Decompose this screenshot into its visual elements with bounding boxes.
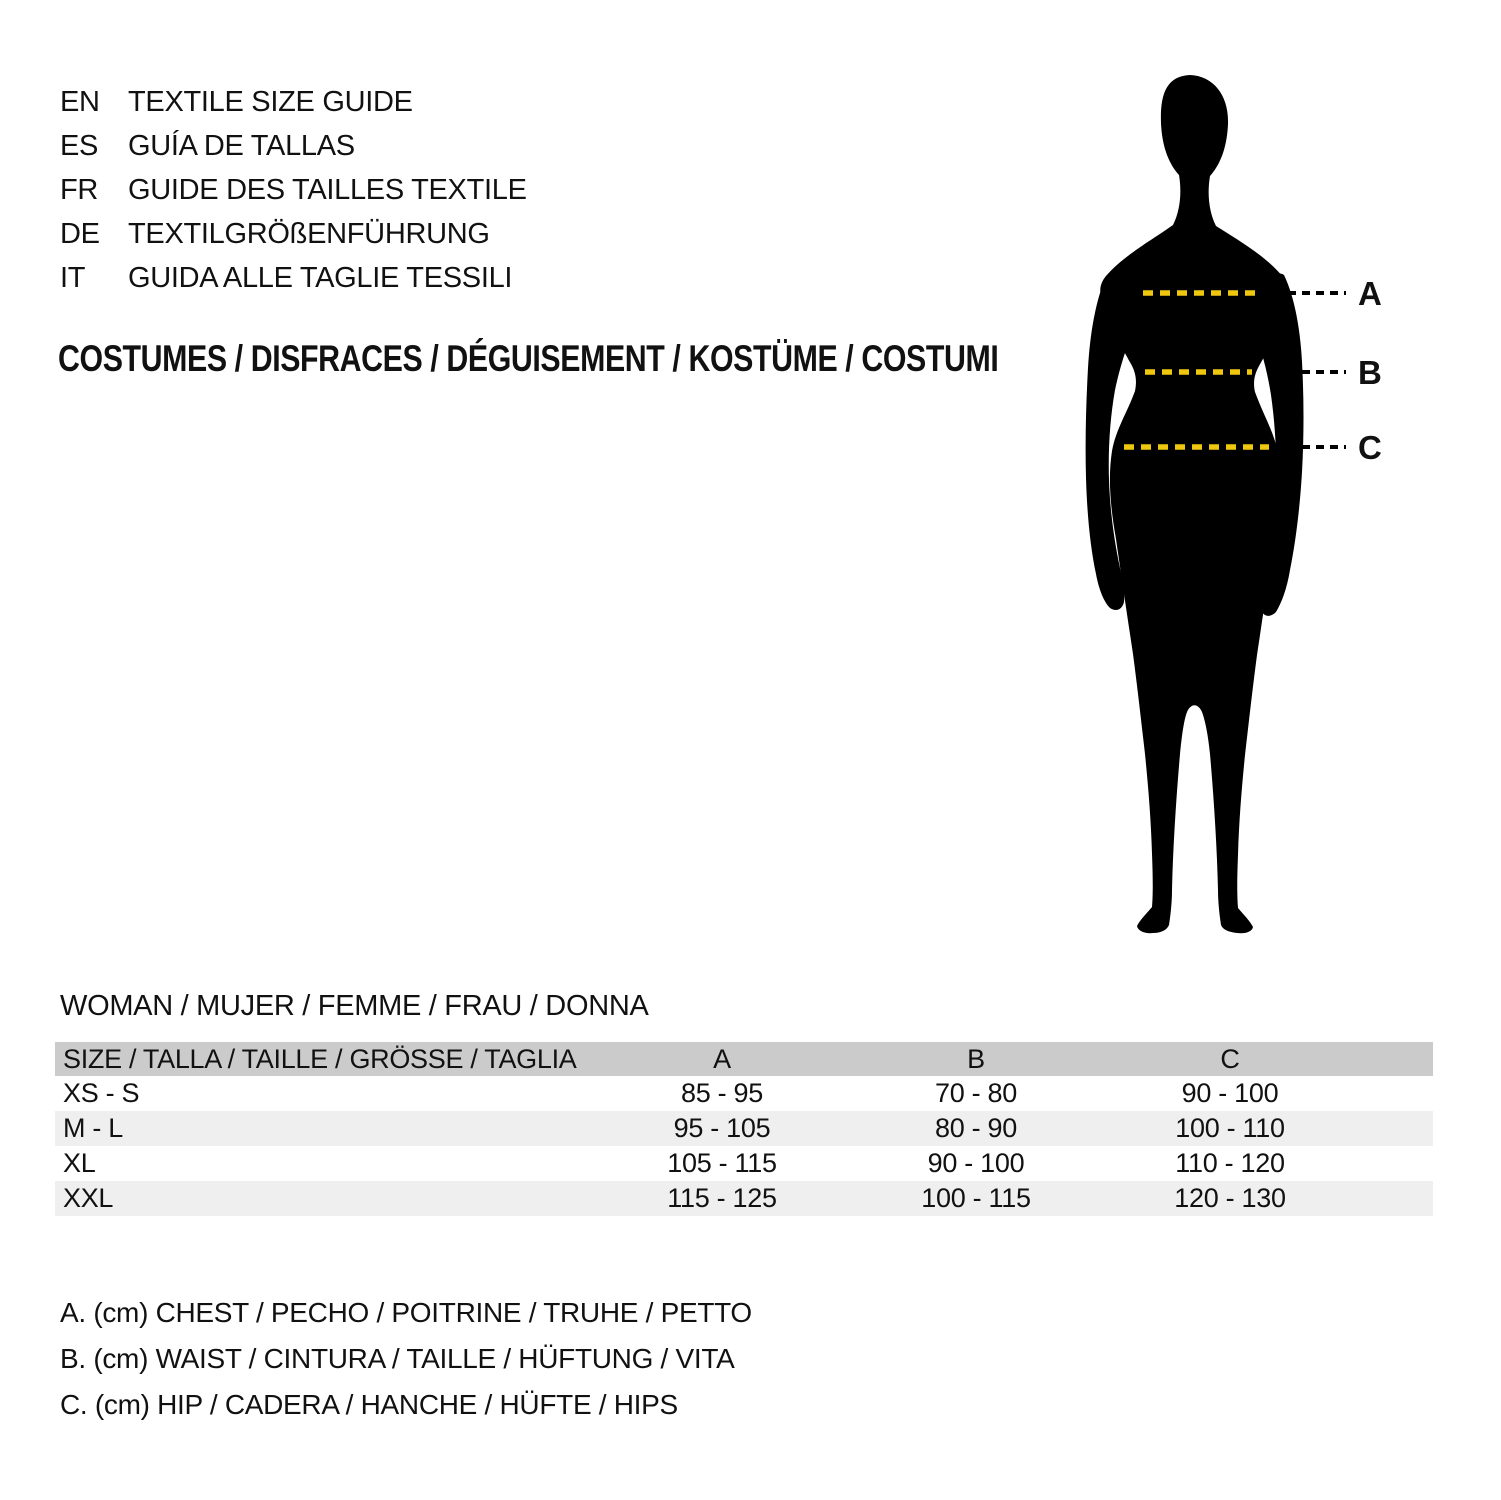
size-table-header: [55, 1042, 1433, 1076]
waist-range-cell: 90 - 100: [927, 1148, 1025, 1178]
woman-silhouette-figure: [1040, 70, 1420, 950]
size-cell: M - L: [63, 1113, 124, 1143]
silhouette-body: [1100, 75, 1289, 933]
waist-range-cell: 70 - 80: [935, 1078, 1017, 1108]
table-row-m-l: [55, 1111, 1433, 1146]
language-title: GUÍA DE TALLAS: [128, 129, 355, 162]
waist-range-cell: 80 - 90: [935, 1113, 1017, 1143]
measurement-legend: [60, 1290, 752, 1428]
hip-range-cell: 90 - 100: [1181, 1078, 1279, 1108]
marker-label-b: B: [1358, 354, 1382, 391]
table-row-xs-s: [55, 1076, 1433, 1111]
language-code: ES: [60, 129, 99, 162]
language-row-fr: [60, 168, 527, 212]
chest-range-cell: 115 - 125: [667, 1183, 777, 1213]
language-title-list: [60, 80, 527, 300]
hip-range-cell: 120 - 130: [1174, 1183, 1286, 1213]
hip-range-cell: 110 - 120: [1175, 1148, 1285, 1178]
language-row-es: [60, 124, 527, 168]
chest-range-cell: 105 - 115: [667, 1148, 777, 1178]
legend-hip: C. (cm) HIP / CADERA / HANCHE / HÜFTE / HIPS: [60, 1389, 678, 1420]
legend-waist: B. (cm) WAIST / CINTURA / TAILLE / HÜFTUNG / VITA: [60, 1343, 735, 1374]
table-row-xl: [55, 1146, 1433, 1181]
woman-silhouette-icon: [1040, 70, 1420, 950]
language-title: GUIDE DES TAILLES TEXTILE: [128, 173, 527, 206]
marker-label-c: C: [1358, 429, 1382, 466]
language-code: IT: [60, 261, 86, 294]
table-row-xxl: [55, 1181, 1433, 1216]
language-title: TEXTILE SIZE GUIDE: [128, 85, 413, 118]
size-cell: XS - S: [63, 1078, 140, 1108]
language-row-it: [60, 256, 527, 300]
category-title: COSTUMES / DISFRACES / DÉGUISEMENT / KOSTÜME / COSTUMI: [58, 338, 999, 379]
language-row-en: [60, 80, 527, 124]
language-title: GUIDA ALLE TAGLIE TESSILI: [128, 261, 513, 294]
size-cell: XL: [63, 1148, 96, 1178]
header-column-c: C: [1220, 1043, 1240, 1074]
language-code: FR: [60, 173, 99, 206]
language-title: TEXTILGRÖßENFÜHRUNG: [128, 217, 490, 250]
hip-range-cell: 100 - 110: [1175, 1113, 1285, 1143]
language-row-de: [60, 212, 527, 256]
language-code: DE: [60, 217, 100, 250]
chest-range-cell: 95 - 105: [673, 1113, 771, 1143]
language-code: EN: [60, 85, 100, 118]
header-column-b: B: [967, 1043, 985, 1074]
header-size-column: SIZE / TALLA / TAILLE / GRÖSSE / TAGLIA: [63, 1043, 577, 1074]
chest-range-cell: 85 - 95: [681, 1078, 763, 1108]
legend-chest: A. (cm) CHEST / PECHO / POITRINE / TRUHE / PETTO: [60, 1297, 752, 1328]
waist-range-cell: 100 - 115: [921, 1183, 1031, 1213]
size-cell: XXL: [63, 1183, 114, 1213]
marker-label-a: A: [1358, 275, 1382, 312]
header-column-a: A: [713, 1043, 731, 1074]
section-title-woman: WOMAN / MUJER / FEMME / FRAU / DONNA: [60, 990, 649, 1022]
size-table: [55, 1042, 1433, 1216]
